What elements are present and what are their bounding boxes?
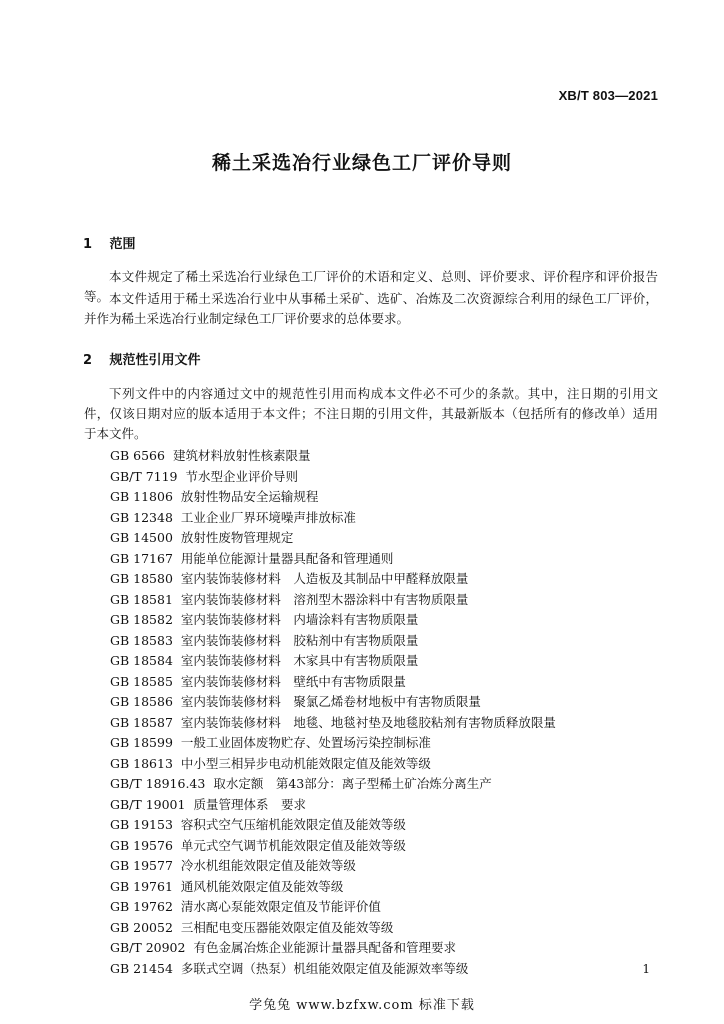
reference-item (110, 856, 670, 877)
reference-title: 室内装饰装修材料 溶剂型木器涂料中有害物质限量 (180, 591, 469, 607)
reference-code: GB 18586 (110, 694, 173, 709)
reference-code: GB 19576 (110, 837, 173, 853)
reference-item (110, 467, 670, 488)
reference-item (110, 918, 670, 939)
reference-code: GB 18580 (110, 571, 173, 586)
reference-title: 室内装饰装修材料 胶粘剂中有害物质限量 (180, 632, 419, 648)
reference-title: 有色金属冶炼企业能源计量器具配备和管理要求 (193, 940, 456, 955)
reference-item (110, 815, 670, 836)
reference-item (110, 631, 670, 652)
reference-item (110, 672, 670, 693)
reference-item (110, 651, 670, 672)
standard-number: XB/T 803—2021 (558, 88, 658, 103)
reference-item (110, 897, 670, 918)
reference-title: 用能单位能源计量器具配备和管理通则 (180, 550, 394, 566)
section-2-title: 规范性引用文件 (109, 353, 201, 368)
reference-title: 工业企业厂界环境噪声排放标准 (180, 509, 356, 525)
reference-item (110, 713, 670, 734)
reference-code: GB 18585 (110, 673, 173, 689)
reference-code: GB/T 19001 (110, 796, 186, 812)
reference-title: 容积式空气压缩机能效限定值及能效等级 (180, 817, 406, 832)
reference-title: 放射性废物管理规定 (180, 530, 294, 545)
references-intro: 下列文件中的内容通过文中的规范性引用而构成本文件必不可少的条款。其中，注日期的引用文件，仅该日期对应的版本适用于本文件；不注日期的引用文件，其最新版本（包括所有的修改单）适用于本文件。 (84, 386, 658, 441)
reference-title: 通风机能效限定值及能效等级 (180, 878, 344, 894)
reference-code: GB/T 7119 (110, 468, 178, 484)
reference-title: 室内装饰装修材料 木家具中有害物质限量 (180, 653, 419, 668)
reference-item (110, 959, 670, 980)
reference-code: GB 19577 (110, 858, 173, 873)
reference-title: 建筑材料放射性核素限量 (172, 448, 311, 463)
reference-code: GB 19761 (110, 878, 173, 894)
reference-title: 节水型企业评价导则 (185, 468, 299, 484)
section-2-heading (83, 349, 201, 368)
reference-code: GB 17167 (110, 550, 173, 566)
reference-title: 中小型三相异步电动机能效限定值及能效等级 (180, 755, 431, 771)
reference-title: 三相配电变压器能效限定值及能效等级 (180, 919, 394, 935)
reference-item (110, 569, 670, 590)
reference-title: 取水定额 第43部分：离子型稀土矿冶炼分离生产 (213, 776, 492, 791)
reference-title: 冷水机组能效限定值及能效等级 (180, 858, 356, 873)
reference-title: 室内装饰装修材料 内墙涂料有害物质限量 (180, 612, 419, 627)
reference-title: 质量管理体系 要求 (193, 796, 306, 812)
reference-item (110, 774, 670, 795)
reference-code: GB/T 18916.43 (110, 776, 206, 791)
reference-item (110, 754, 670, 775)
reference-code: GB 21454 (110, 960, 173, 976)
reference-code: GB 18584 (110, 653, 173, 668)
reference-item (110, 610, 670, 631)
reference-code: GB 19153 (110, 817, 173, 832)
reference-item (110, 836, 670, 857)
scope-paragraph-1: 本文件规定了稀土采选冶行业绿色工厂评价的术语和定义、总则、评价要求、评价程序和评价报告等。 (84, 269, 658, 304)
reference-item (110, 446, 670, 467)
section-1-title: 范围 (109, 237, 136, 252)
reference-item (110, 528, 670, 549)
reference-code: GB 19762 (110, 899, 173, 914)
reference-item (110, 692, 670, 713)
section-1-number: 1 (83, 237, 93, 252)
reference-title: 清水离心泵能效限定值及节能评价值 (180, 899, 381, 914)
reference-title: 一般工业固体废物贮存、处置场污染控制标准 (180, 735, 431, 750)
reference-code: GB/T 20902 (110, 940, 186, 955)
reference-code: GB 18599 (110, 735, 173, 750)
reference-item (110, 795, 670, 816)
reference-title: 室内装饰装修材料 壁纸中有害物质限量 (180, 673, 406, 689)
reference-title: 室内装饰装修材料 地毯、地毯衬垫及地毯胶粘剂有害物质释放限量 (180, 714, 556, 730)
reference-code: GB 12348 (110, 509, 173, 525)
reference-item (110, 938, 670, 959)
reference-code: GB 6566 (110, 448, 165, 463)
reference-code: GB 18613 (110, 755, 173, 771)
reference-code: GB 18587 (110, 714, 173, 730)
document-title: 稀土采选冶行业绿色工厂评价导则 (211, 152, 512, 174)
reference-code: GB 18582 (110, 612, 173, 627)
reference-item (110, 508, 670, 529)
reference-code: GB 18581 (110, 591, 173, 607)
reference-item (110, 590, 670, 611)
reference-title: 单元式空气调节机能效限定值及能效等级 (180, 837, 406, 853)
reference-title: 室内装饰装修材料 人造板及其制品中甲醛释放限量 (180, 571, 469, 586)
reference-item (110, 487, 670, 508)
reference-title: 放射性物品安全运输规程 (180, 489, 319, 504)
section-2-number: 2 (83, 353, 93, 368)
section-1-heading (83, 233, 136, 252)
reference-list (110, 446, 670, 979)
reference-item (110, 549, 670, 570)
reference-title: 室内装饰装修材料 聚氯乙烯卷材地板中有害物质限量 (180, 694, 481, 709)
page-number: 1 (642, 962, 650, 976)
reference-item (110, 877, 670, 898)
footer-watermark: 学兔兔 www.bzfxw.com 标准下载 (249, 998, 475, 1013)
reference-title: 多联式空调（热泵）机组能效限定值及能源效率等级 (180, 960, 469, 976)
reference-code: GB 14500 (110, 530, 173, 545)
reference-item (110, 733, 670, 754)
reference-code: GB 18583 (110, 632, 173, 648)
scope-paragraph-2: 本文件适用于稀土采选冶行业中从事稀土采矿、选矿、冶炼及二次资源综合利用的绿色工厂评价，并作为稀土采选冶行业制定绿色工厂评价要求的总体要求。 (84, 291, 658, 326)
reference-code: GB 20052 (110, 919, 173, 935)
reference-code: GB 11806 (110, 489, 173, 504)
